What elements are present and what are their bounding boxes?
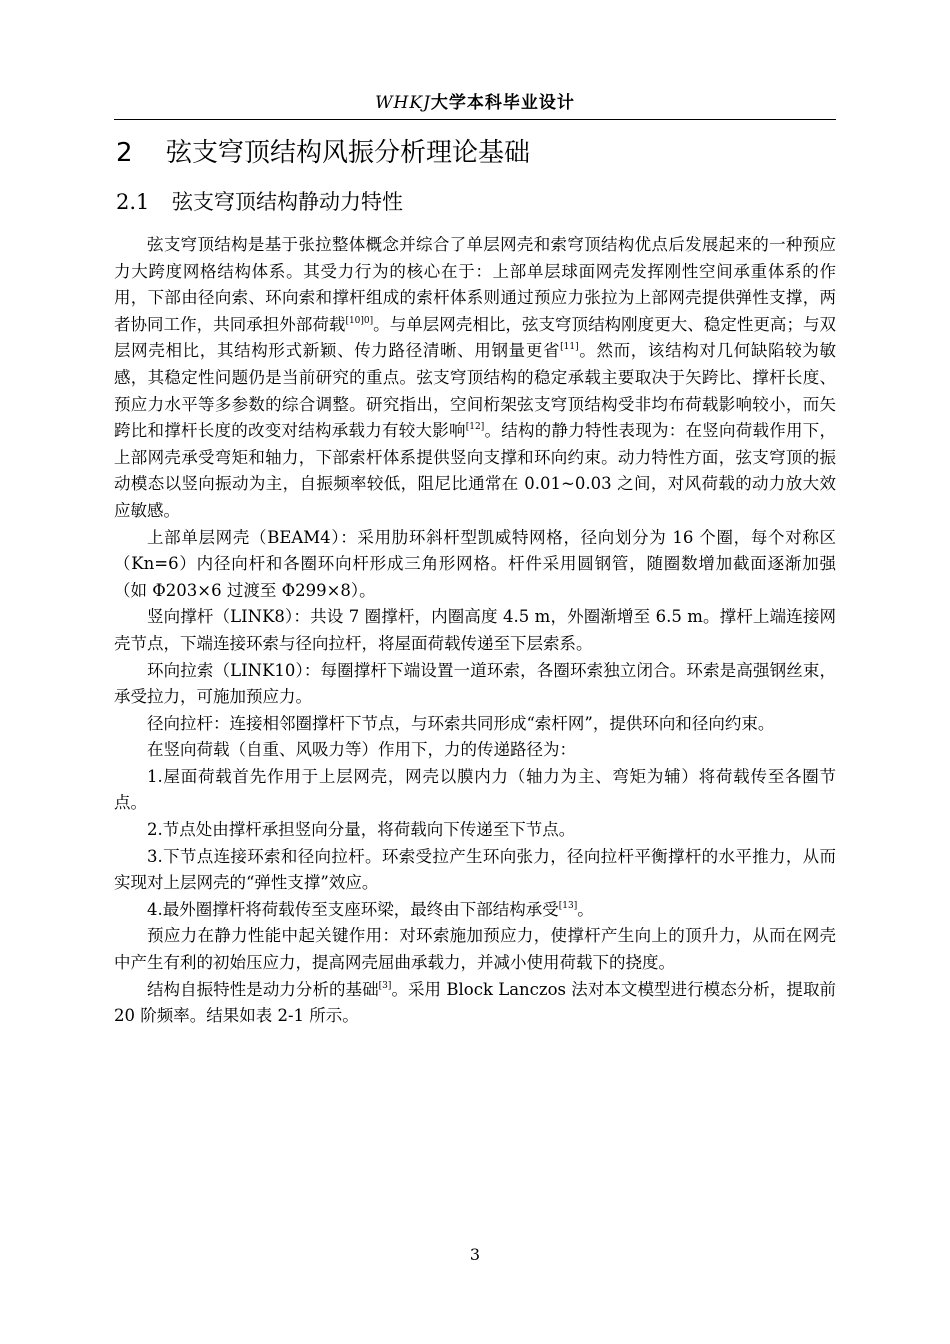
paragraph-text: 在竖向荷载（自重、风吸力等）作用下，力的传递路径为： xyxy=(147,740,576,760)
chapter-title xyxy=(116,134,836,172)
body-text xyxy=(114,232,836,1030)
paragraph-text: 2.节点处由撑杆承担竖向分量，将荷载向下传递至下节点。 xyxy=(147,820,576,840)
paragraph-text: 环向拉索（LINK10）：每圈撑杆下端设置一道环索，各圈环索独立闭合。环索是高强钢丝束，承受拉力，可施加预应力。 xyxy=(114,660,836,707)
body-paragraph xyxy=(114,711,836,738)
paragraph-text: 1.屋面荷载首先作用于上层网壳，网壳以膜内力（轴力为主、弯矩为辅）将荷载传至各圈节点。 xyxy=(114,766,836,813)
paragraph-text: 上部单层网壳（BEAM4）：采用肋环斜杆型凯威特网格，径向划分为 16 个圈，每个对称区（Kn=6）内径向杆和各圈环向杆形成三角形网格。杆件采用圆钢管，随圈数增加截面逐渐加强（如 Φ203×6 过渡至 Φ299×8）。 xyxy=(114,527,836,600)
chapter-title-text: 弦支穹顶结构风振分析理论基础 xyxy=(166,138,531,168)
body-paragraph xyxy=(114,604,836,657)
citation-reference: [13] xyxy=(558,900,578,911)
paragraph-text: 。采用 Block Lanczos 法对本文模型进行模态分析，提取前 20 阶频率。结果如表 2-1 所示。 xyxy=(114,979,836,1026)
body-paragraph xyxy=(114,764,836,817)
paragraph-text: 。结构的静力特性表现为：在竖向荷载作用下，上部网壳承受弯矩和轴力，下部索杆体系提供竖向支撑和环向约束。动力特性方面，弦支穹顶的振动模态以竖向振动为主，自振频率较低，阻尼比通常在 0.01~0.03 之间，对风荷载的动力放大效应敏感。 xyxy=(114,421,837,520)
chapter-number: 2 xyxy=(116,138,133,168)
paragraph-text: 3.下节点连接环索和径向拉杆。环索受拉产生环向张力，径向拉杆平衡撑杆的水平推力，从而实现对上层网壳的“弹性支撑”效应。 xyxy=(114,846,836,893)
paragraph-text: 。 xyxy=(577,899,594,919)
paragraph-text: 。与单层网壳相比，弦支穹顶结构刚度更大、稳定性更高；与双层网壳相比，其结构形式新颖、传力路径清晰、用钢量更省 xyxy=(114,314,837,361)
body-paragraph xyxy=(114,977,836,1030)
body-paragraph xyxy=(114,658,836,711)
header-rule xyxy=(114,119,836,120)
paragraph-text: 弦支穹顶结构是基于张拉整体概念并综合了单层网壳和索穹顶结构优点后发展起来的一种预应力大跨度网格结构体系。其受力行为的核心在于：上部单层球面网壳发挥刚性空间承重体系的作用，下部由径向索、环向索和撑杆组成的索杆体系则通过预应力张拉为上部网壳提供弹性支撑，两者协同工作，共同承担外部荷载 xyxy=(114,235,836,334)
paragraph-text: 预应力在静力性能中起关键作用：对环索施加预应力，使撑杆产生向上的顶升力，从而在网壳中产生有利的初始压应力，提高网壳屈曲承载力，并减小使用荷载下的挠度。 xyxy=(114,926,836,973)
paragraph-text: 径向拉杆：连接相邻圈撑杆下节点，与环索共同形成“索杆网”，提供环向和径向约束。 xyxy=(147,713,775,733)
body-paragraph xyxy=(114,232,836,525)
paragraph-text: 。然而，该结构对几何缺陷较为敏感，其稳定性问题仍是当前研究的重点。弦支穹顶结构的稳定承载主要取决于矢跨比、撑杆长度、预应力水平等多参数的综合调整。研究指出，空间桁架弦支穹顶结构受非均布荷载影响较小，而矢跨比和撑杆长度的改变对结构承载力有较大影响 xyxy=(114,341,837,441)
page-number: 3 xyxy=(469,1245,481,1264)
citation-reference: [12] xyxy=(465,422,485,433)
section-number: 2.1 xyxy=(116,190,150,214)
body-paragraph xyxy=(114,737,836,764)
header-thesis-label: 大学本科毕业设计 xyxy=(430,93,575,113)
header-school-code: WHKJ xyxy=(375,93,431,113)
running-header xyxy=(114,92,836,114)
citation-reference: [11] xyxy=(560,342,579,353)
citation-reference: [3] xyxy=(378,980,392,991)
body-paragraph xyxy=(114,844,836,897)
paragraph-text: 4.最外圈撑杆将荷载传至支座环梁，最终由下部结构承受 xyxy=(147,899,559,919)
citation-reference: [10]0] xyxy=(345,315,374,326)
section-title-text: 弦支穹顶结构静动力特性 xyxy=(172,190,403,214)
body-paragraph xyxy=(114,525,836,605)
body-paragraph xyxy=(114,923,836,976)
paragraph-text: 结构自振特性是动力分析的基础 xyxy=(147,979,379,999)
paragraph-text: 竖向撑杆（LINK8）：共设 7 圈撑杆，内圈高度 4.5 m，外圈渐增至 6.5 m。撑杆上端连接网壳节点，下端连接环索与径向拉杆，将屋面荷载传递至下层索系。 xyxy=(114,607,836,653)
section-title xyxy=(116,186,836,218)
body-paragraph xyxy=(114,897,836,924)
body-paragraph xyxy=(114,817,836,844)
